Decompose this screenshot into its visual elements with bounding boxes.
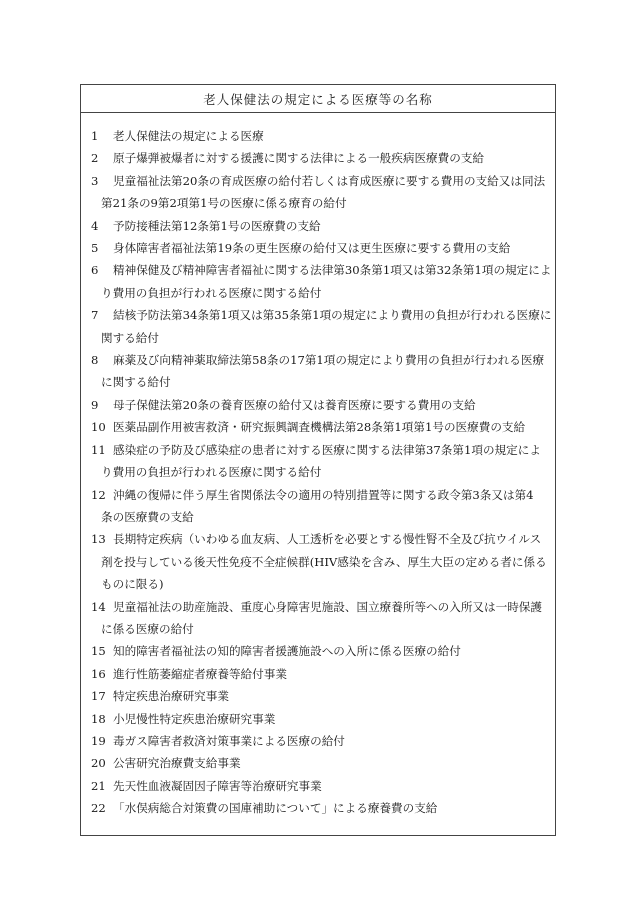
list-item [81,775,555,797]
list-item-continuation [91,192,549,214]
list-item [81,484,555,529]
list-item [81,349,555,394]
list-item-continuation [91,573,549,595]
list-item-continuation [91,618,549,640]
list-item-line [91,596,549,618]
list-item [81,394,555,416]
list-item-line [91,349,549,371]
list-item-continuation [91,371,549,393]
list-item [81,708,555,730]
list-item-text: 感染症の予防及び感染症の患者に対する医療に関する法律第37条第1項の規定によ [113,442,541,457]
list-item-line [91,797,549,819]
list-item-text: 進行性筋萎縮症者療養等給付事業 [113,666,287,681]
list-item-line [91,484,549,506]
list-item-text: 児童福祉法の助産施設、重度心身障害児施設、国立療養所等への入所又は一時保護 [113,599,542,614]
list-item-text: 老人保健法の規定による医療 [113,129,264,143]
list-item-number: 21 [91,778,106,793]
list-item-number: 9 [91,397,99,412]
list-item [81,730,555,752]
list-item-text: ものに限る) [101,577,164,592]
list-item-line [91,125,549,147]
list-item-text: 原子爆弾被爆者に対する援護に関する法律による一般疾病医療費の支給 [113,151,485,166]
list-item [81,416,555,438]
list-item-number: 22 [91,801,106,816]
list-item [81,685,555,707]
list-item [81,147,555,169]
list-item-line [91,439,549,461]
list-item-number: 8 [91,353,99,368]
item-list [81,125,555,820]
list-item-number: 13 [91,532,106,547]
list-item-text: り費用の負担が行われる医療に関する給付 [101,285,322,300]
list-item-number: 1 [91,129,99,143]
list-item-line [91,259,552,281]
list-item-line [91,237,549,259]
list-item-number: 5 [91,241,99,256]
list-item [81,304,555,349]
list-item-text: 麻薬及び向精神薬取締法第58条の17第1項の規定により費用の負担が行われる医療 [113,353,545,368]
list-item-number: 15 [91,644,106,659]
list-item-text: 第21条の9第2項第1号の医療に係る療育の給付 [101,196,347,211]
table-header [81,85,555,113]
list-item-line [91,416,549,438]
list-item-text: 「水俣病総合対策費の国庫補助について」による療養費の支給 [113,801,438,816]
list-item-text: 特定疾患治療研究事業 [113,689,229,704]
list-item-text: 母子保健法第20条の養育医療の給付又は養育医療に要する費用の支給 [113,397,476,412]
list-item-text: 長期特定疾病（いわゆる血友病、人工透析を必要とする慢性腎不全及び抗ウイルス [113,532,542,547]
list-item-text: 剤を投与している後天性免疫不全症候群(HIV感染を含み、厚生大臣の定める者に係る [101,554,547,569]
list-item-text: 児童福祉法第20条の育成医療の給付若しくは育成医療に要する費用の支給又は同法 [113,173,546,188]
list-item-text: 結核予防法第34条第1項又は第35条第1項の規定により費用の負担が行われる医療に [113,308,552,323]
list-item [81,259,555,304]
list-item [81,125,555,147]
list-item-number: 14 [91,599,106,614]
list-item-line [91,730,549,752]
list-item-line [91,708,549,730]
list-item [81,752,555,774]
list-item [81,663,555,685]
list-item-number: 19 [91,733,106,748]
list-item-text: 関する給付 [101,330,159,345]
list-item-line [91,394,549,416]
list-item-text: 毒ガス障害者救済対策事業による医療の給付 [113,733,345,748]
list-item-text: に係る医療の給付 [101,621,194,636]
list-item-text: 沖縄の復帰に伴う厚生省関係法令の適用の特別措置等に関する政令第3条又は第4 [113,487,534,502]
list-item-text: 身体障害者福祉法第19条の更生医療の給付又は更生医療に要する費用の支給 [113,241,511,256]
list-item-text: 小児慢性特定疾患治療研究事業 [113,711,276,726]
list-item-text: 予防接種法第12条第1号の医療費の支給 [113,218,321,233]
list-item-continuation [91,282,549,304]
list-item [81,439,555,484]
list-item-text: 先天性血液凝固因子障害等治療研究事業 [113,778,322,793]
list-item-line [91,528,549,550]
list-item-number: 11 [91,442,106,457]
list-item-line [91,752,549,774]
list-item-number: 17 [91,689,106,704]
list-item-text: 条の医療費の支給 [101,509,194,524]
list-item-number: 7 [91,308,99,323]
list-item-number: 3 [91,173,99,188]
list-item-continuation [91,506,549,528]
list-item-number: 16 [91,666,106,681]
list-item-line [91,215,549,237]
list-item-number: 20 [91,756,106,771]
page-title: 老人保健法の規定による医療等の名称 [203,91,433,107]
list-item [81,640,555,662]
list-item [81,596,555,641]
list-item-continuation [91,461,549,483]
list-item-text: 医薬品副作用被害救済・研究振興調査機構法第28条第1項第1号の医療費の支給 [113,420,526,435]
list-item-continuation [91,327,549,349]
list-item-number: 4 [91,218,99,233]
list-item-number: 6 [91,263,99,278]
document-table [80,84,556,836]
list-item-text: に関する給付 [101,375,171,390]
list-item-number: 12 [91,487,106,502]
list-item-number: 2 [91,151,99,166]
list-item-line [91,775,549,797]
list-item-line [91,170,549,192]
list-item-text: り費用の負担が行われる医療に関する給付 [101,465,322,480]
list-item-text: 公害研究治療費支給事業 [113,756,241,771]
list-item-line [91,304,552,326]
list-item-text: 精神保健及び精神障害者福祉に関する法律第30条第1項又は第32条第1項の規定によ [113,263,552,278]
list-item [81,528,555,595]
list-item [81,797,555,819]
list-item-line [91,147,549,169]
list-item [81,170,555,215]
list-item [81,237,555,259]
list-item-line [91,640,549,662]
list-item [81,215,555,237]
list-item-number: 10 [91,420,106,435]
list-item-line [91,685,549,707]
list-item-number: 18 [91,711,106,726]
list-item-text: 知的障害者福祉法の知的障害者援護施設への入所に係る医療の給付 [113,644,461,659]
list-item-line [91,663,549,685]
list-item-continuation [91,551,549,573]
